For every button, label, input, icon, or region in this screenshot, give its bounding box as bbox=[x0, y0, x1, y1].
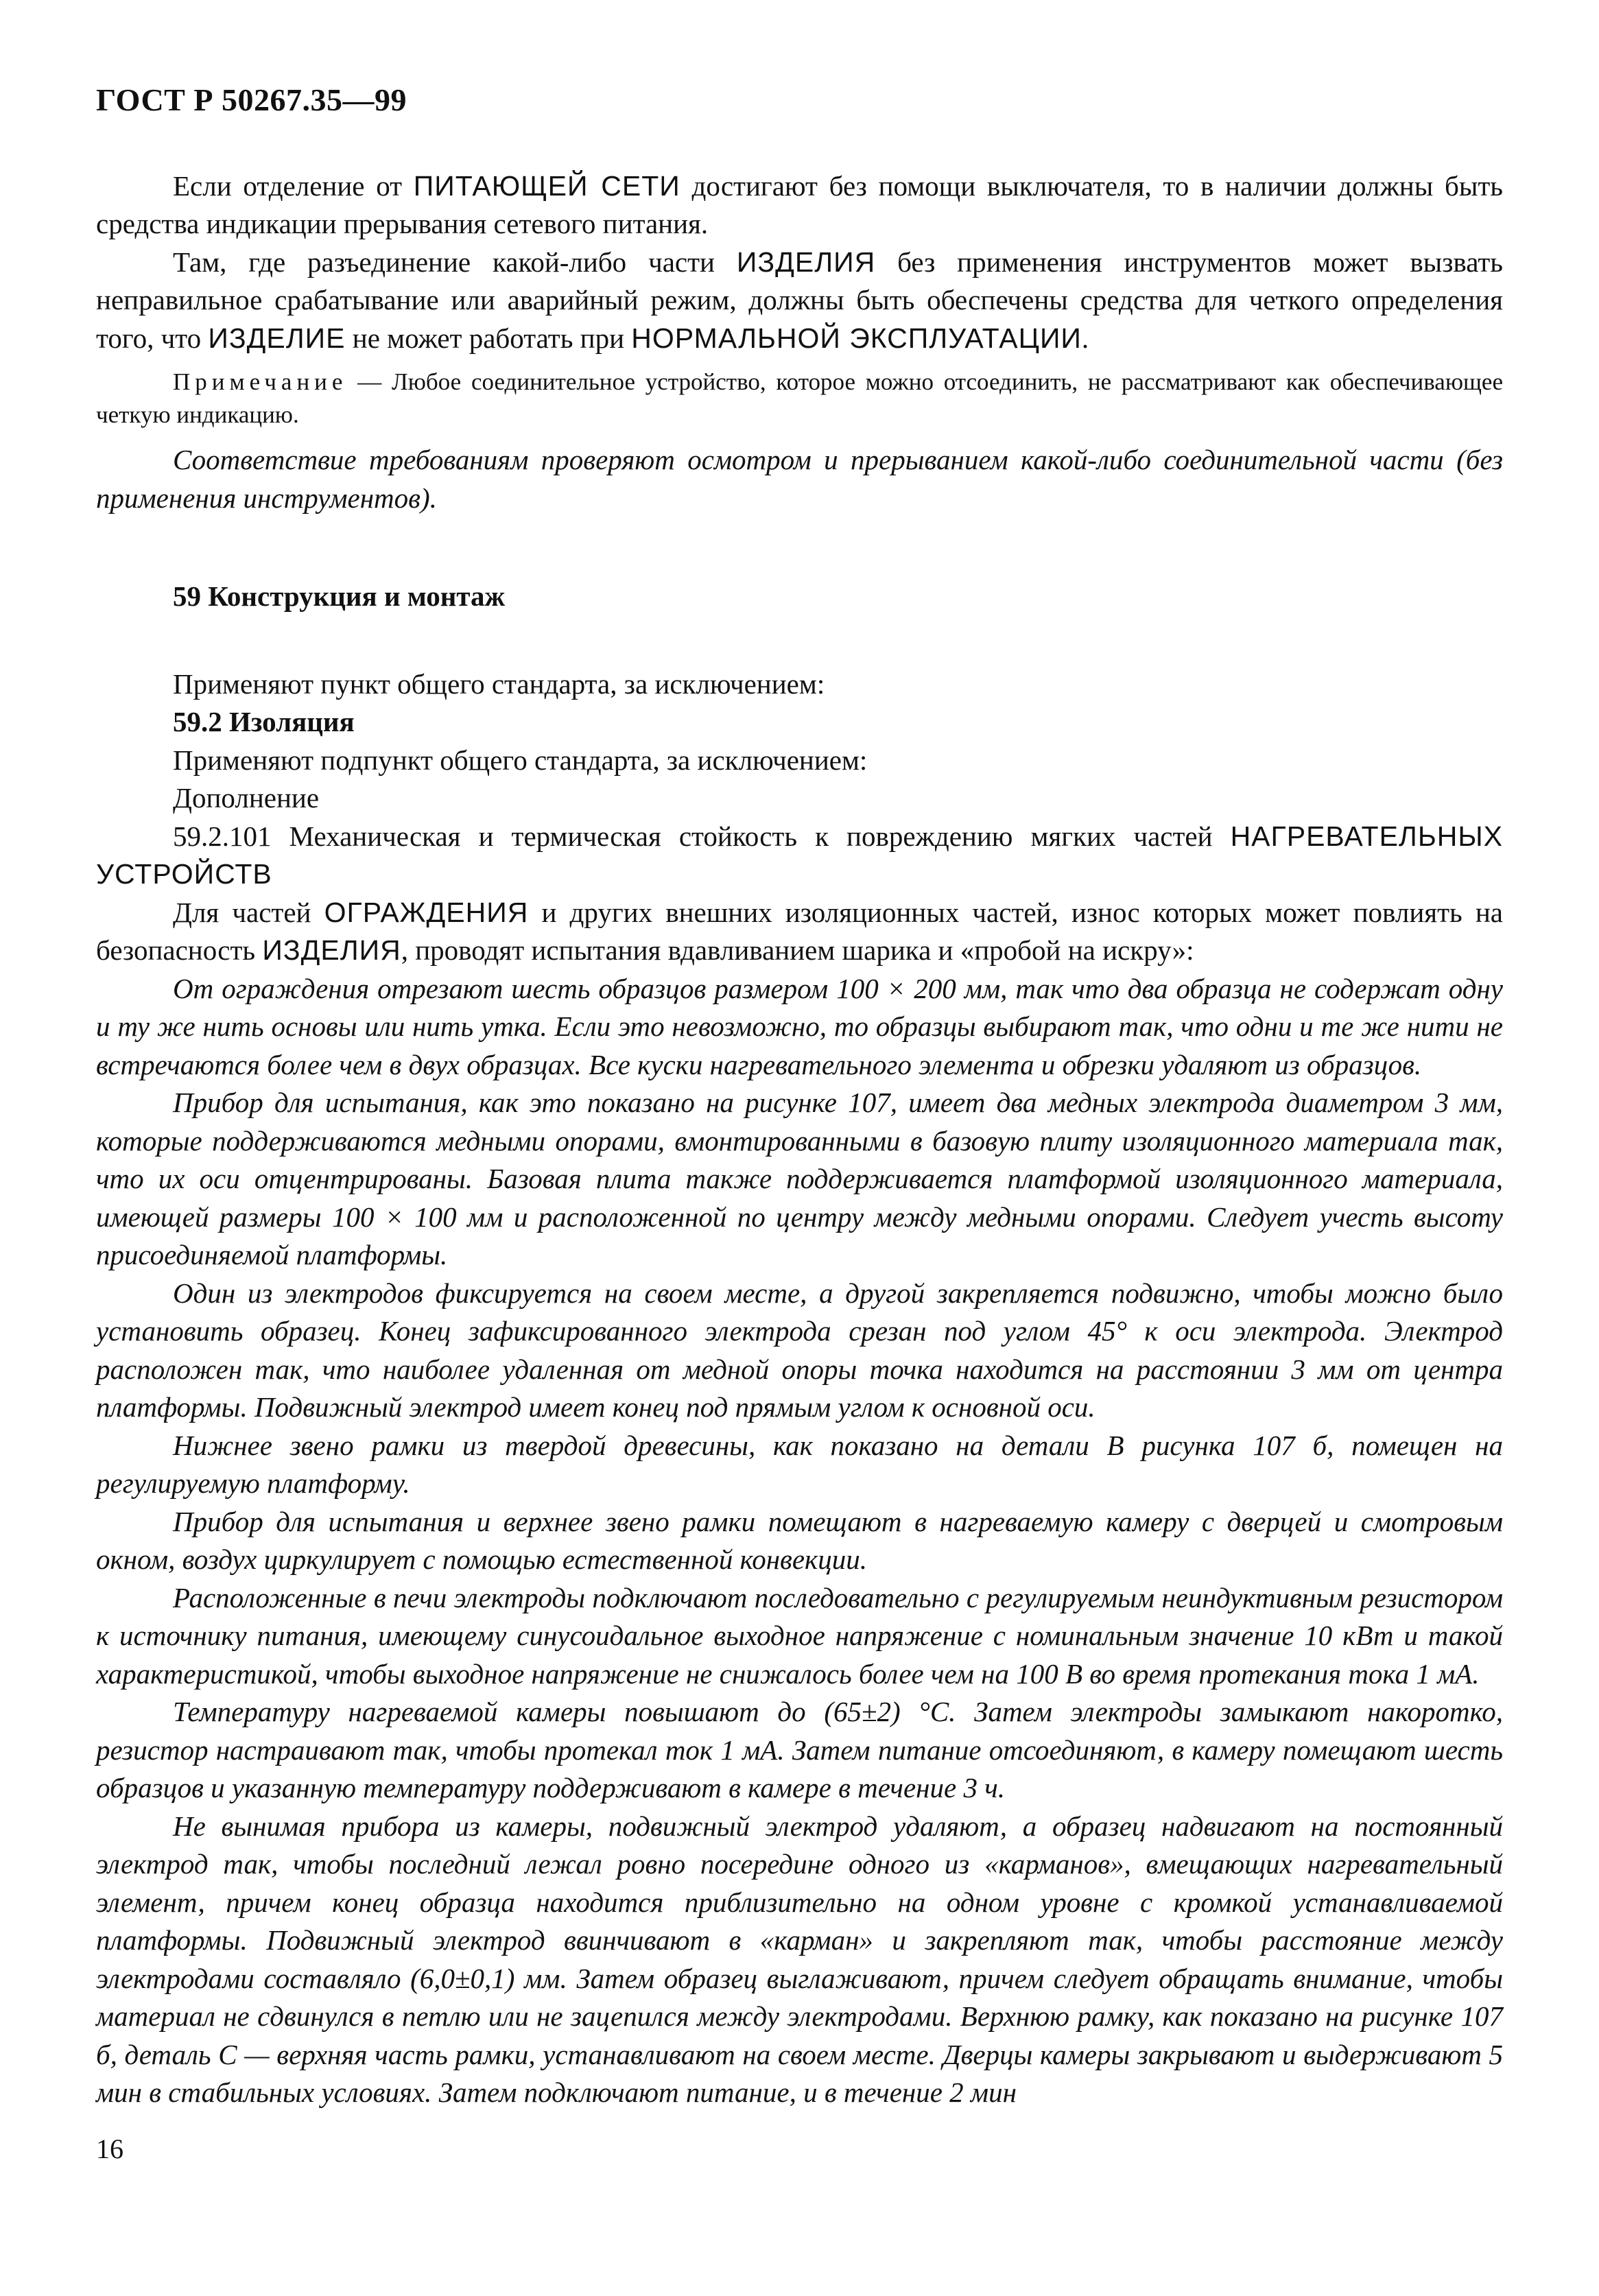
text-run: без применения инструментов может вызвать неправильное срабатывание или аварийный режим, должны быть обеспечены средства для четкого определения того, что bbox=[96, 246, 1503, 354]
compliance-check-paragraph: Соответствие требованиям проверяют осмотром и прерыванием какой-либо соединительной части (без применения инструментов). bbox=[96, 444, 1503, 514]
paragraph-supply-disconnection bbox=[96, 167, 1503, 244]
test-paragraph-circuit: Расположенные в печи электроды подключают последовательно с регулируемым неиндуктивным резистором к источнику питания, имеющему синусоидальное выходное напряжение с номинальным значение 10 кВт и такой характеристикой, чтобы выходное напряжение не снижалось более чем на 100 В во время протекания тока 1 мА. bbox=[96, 1581, 1503, 1690]
term-supply-mains: ПИТАЮЩЕЙ СЕТИ bbox=[413, 169, 680, 202]
term-equipment: ИЗДЕЛИЯ bbox=[262, 934, 401, 966]
paragraph-part-disconnection bbox=[96, 244, 1503, 358]
clause-heading-59-2-101 bbox=[96, 818, 1503, 894]
text-run: и других внешних изоляционных частей, износ которых может повлиять на безопасность bbox=[96, 896, 1504, 966]
addition-label: Дополнение bbox=[173, 782, 320, 814]
text-run: 59.2.101 Механическая и термическая стойкость к повреждению мягких частей bbox=[173, 820, 1231, 852]
note-paragraph bbox=[96, 366, 1503, 431]
term-enclosure: ОГРАЖДЕНИЯ bbox=[324, 896, 529, 928]
document-code-header: ГОСТ Р 50267.35—99 bbox=[96, 82, 407, 117]
test-paragraph-frame: Нижнее звено рамки из твердой древесины, как показано на детали В рисунка 107 б, помещен на регулируемую платформу. bbox=[96, 1429, 1503, 1499]
text-run: Там, где разъединение какой-либо части bbox=[173, 246, 737, 278]
test-paragraph-chamber: Прибор для испытания и верхнее звено рамки помещают в нагреваемую камеру с дверцей и смотровым окном, воздух циркулирует с помощью естественной конвекции. bbox=[96, 1505, 1503, 1575]
text-run: Для частей bbox=[173, 896, 324, 928]
test-paragraph-samples: От ограждения отрезают шесть образцов размером 100 × 200 мм, так что два образца не содержат одну и ту же нить основы или нить утка. Если это невозможно, то образцы выбирают так, что одни и те же нити не встречаются более чем в двух образцах. Все куски нагревательного элемента и обрезки удаляют из образцов. bbox=[96, 972, 1503, 1080]
term-equipment: ИЗДЕЛИЯ bbox=[736, 246, 876, 278]
test-paragraph-temperature: Температуру нагреваемой камеры повышают до (65±2) °С. Затем электроды замыкают накоротко, резистор настраивают так, чтобы протекал ток 1 мА. Затем питание отсоединяют, в камеру помещают шесть образцов и указанную температуру поддерживают в камере в течение 3 ч. bbox=[96, 1696, 1503, 1803]
subsection-title: 59.2 Изоляция bbox=[173, 706, 355, 737]
test-paragraph-apparatus: Прибор для испытания, как это показано на рисунке 107, имеет два медных электрода диаметром 3 мм, которые поддерживаются медными опорами, вмонтированными в базовую плиту изоляционного материала так, что их оси отцентрированы. Базовая плита также поддерживается платформой изоляционного материала, имеющей размеры 100 × 100 мм и расположенной по центру между медными опорами. Следует учесть высоту присоединяемой платформы. bbox=[96, 1087, 1503, 1270]
subsection-apply-text: Применяют подпункт общего стандарта, за исключением: bbox=[173, 744, 868, 776]
note-text: — Любое соединительное устройство, которое можно отсоединить, не рассматривают как обеспечивающее четкую индикацию. bbox=[96, 368, 1503, 428]
test-paragraph-procedure: Не вынимая прибора из камеры, подвижный электрод удаляют, а образец надвигают на постоянный электрод так, чтобы последний лежал ровно посередине одного из «карманов», вмещающих нагревательный элемент, причем конец образца находится приблизительно на одном уровне с кромкой устанавливаемой платформы. Подвижный электрод ввинчивают в «карман» и закрепляют так, чтобы расстояние между электродами составляло (6,0±0,1) мм. Затем образец выглаживают, причем следует обращать внимание, чтобы материал не сдвинулся в петлю или не зацепился между электродами. Верхнюю рамку, как показано на рисунке 107 б, деталь С — верхняя часть рамки, устанавливают на своем месте. Дверцы камеры закрывают и выдерживают 5 мин в стабильных условиях. Затем подключают питание, и в течение 2 мин bbox=[96, 1810, 1503, 2108]
note-label: Примечание bbox=[173, 368, 348, 395]
term-equipment: ИЗДЕЛИЕ bbox=[208, 322, 346, 354]
term-heating-devices: НАГРЕВАТЕЛЬНЫХ УСТРОЙСТВ bbox=[96, 820, 1503, 890]
section-apply-text: Применяют пункт общего стандарта, за исключением: bbox=[173, 667, 825, 700]
text-run: Если отделение от bbox=[173, 169, 414, 202]
test-paragraph-electrodes: Один из электродов фиксируется на своем месте, а другой закрепляется подвижно, чтобы можно было установить образец. Конец зафиксированного электрода срезан под углом 45° к оси электрода. Электрод расположен так, что наиболее удаленная от медной опоры точка находится на расстоянии 3 мм от центра платформы. Подвижный электрод имеет конец под прямым углом к основной оси. bbox=[96, 1277, 1503, 1423]
text-run: достигают без помощи выключателя, то в наличии должны быть средства индикации прерывания сетевого питания. bbox=[96, 169, 1504, 239]
page-number: 16 bbox=[96, 2133, 123, 2164]
text-run: не может работать при bbox=[345, 322, 632, 354]
section-title: 59 Конструкция и монтаж bbox=[173, 580, 506, 612]
text-run: . bbox=[1081, 322, 1089, 354]
text-run: , проводят испытания вдавливанием шарика и «пробой на искру»: bbox=[401, 934, 1194, 966]
paragraph-enclosure-tests bbox=[96, 894, 1503, 970]
term-normal-use: НОРМАЛЬНОЙ ЭКСПЛУАТАЦИИ bbox=[631, 322, 1082, 354]
